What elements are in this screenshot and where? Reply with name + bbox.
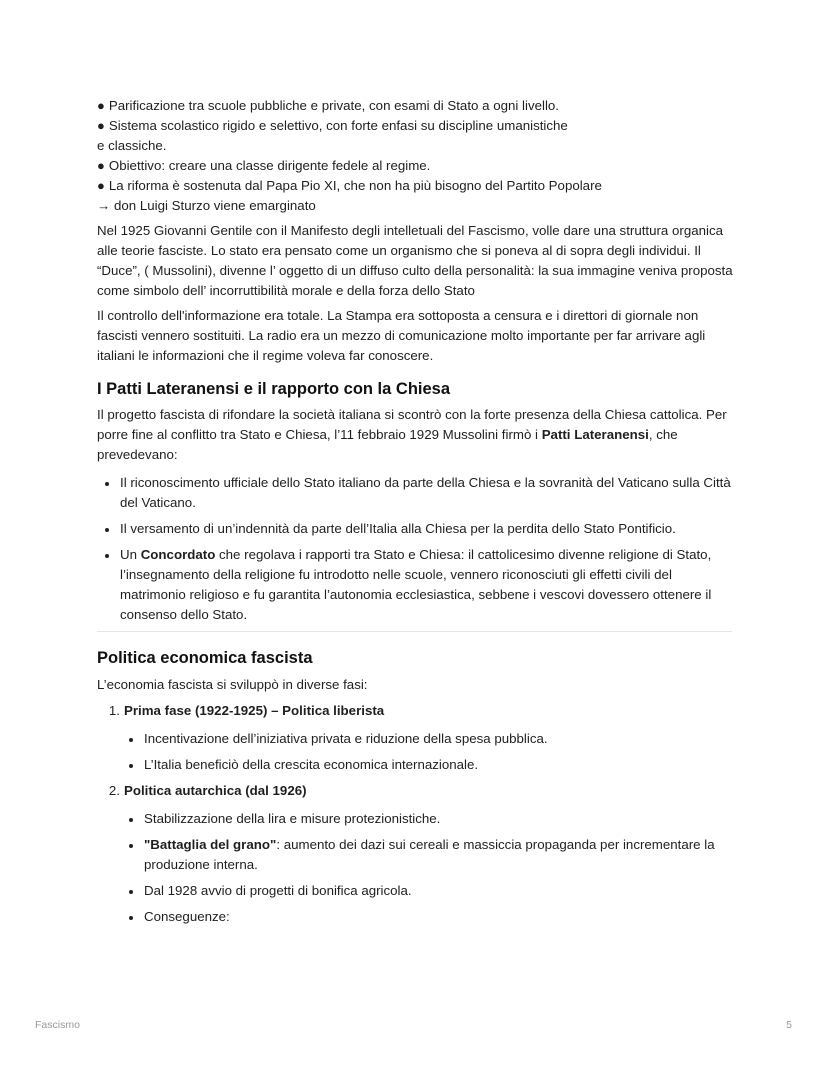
text: che regolava i rapporti tra Stato e Chiesa: il cattolicesimo divenne religione di Stato, l’insegnamento della religione fu introdotto nelle scuole, vennero riconosciuti gli effetti civili del matrimonio religioso e fu garantita l’autonomia ecclesiastica, sebbene i vescovi dovessero ottenere il consenso dello Stato. [120,547,712,622]
list-item: Dal 1928 avvio di progetti di bonifica agricola. [121,881,733,901]
section-intro: L’economia fascista si sviluppò in diverse fasi: [97,677,368,692]
text: : aumento dei dazi sui cereali e massiccia propaganda per incrementare la produzione interna. [144,837,715,872]
text: Il progetto fascista di rifondare la società italiana si scontrò con la forte presenza della Chiesa cattolica. Per porre fine al conflitto tra Stato e Chiesa, l’11 febbraio 1929 Mussolini firmò i [97,407,727,442]
patti-list [97,473,733,625]
bullet-icon: ● [97,178,105,193]
paragraph-gentile: Nel 1925 Giovanni Gentile con il Manifesto degli intelletuali del Fascismo, volle dare una struttura organica alle teorie fasciste. Lo stato era pensato come un organismo che si poneva al di sopra degli individui. Il “Duce”, ( Mussolini), divenne l’ oggetto di un diffuso culto della personalità: la sua immagine veniva proposta come simbolo dell’ incorruttibilità morale e della forza dello Stato [97,223,733,298]
list-number: 2. [108,783,120,798]
bullet-icon: ● [97,98,105,113]
list-item [121,835,733,875]
item-text: Sistema scolastico rigido e selettivo, con forte enfasi su discipline umanistiche [108,118,568,133]
section-heading: I Patti Lateranensi e il rapporto con la Chiesa [97,380,451,398]
bold-text: "Battaglia del grano" [144,837,277,852]
text: , che prevedevano: [97,427,678,462]
bold-text: Patti Lateranensi [541,427,649,442]
list-item [97,156,733,176]
footer-title: Fascismo [35,1019,80,1031]
paragraph-informazione: Il controllo dell'informazione era totale. La Stampa era sottoposta a censura e i direttori di giornale non fascisti vennero sostituiti. La radio era un mezzo di comunicazione molto importante per far arrivare agli italiani le informazioni che il regime voleva far conoscere. [97,308,706,363]
phase-sublist [121,729,733,775]
list-number: 1. [108,703,120,718]
phases-list [97,701,733,927]
item-text: Obiettivo: creare una classe dirigente fedele al regime. [108,158,431,173]
section-economia [97,647,733,933]
list-item [97,176,733,196]
phase-title: Prima fase (1922-1925) – Politica liberista [124,703,385,718]
bullet-icon: ● [97,158,105,173]
list-item: Il riconoscimento ufficiale dello Stato italiano da parte della Chiesa e la sovranità del Vaticano sulla Città del Vaticano. [97,473,733,513]
text: Un [120,547,141,562]
list-item: Conseguenze: [121,907,733,927]
list-item: Incentivazione dell’iniziativa privata e riduzione della spesa pubblica. [121,729,733,749]
item-text: La riforma è sostenuta dal Papa Pio XI, che non ha più bisogno del Partito Popolare [108,178,602,193]
phase-sublist [121,809,733,927]
list-item: Il versamento di un’indennità da parte dell’Italia alla Chiesa per la perdita dello Stato Pontificio. [97,519,733,539]
item-text: Parificazione tra scuole pubbliche e private, con esami di Stato a ogni livello. [108,98,559,113]
list-item: Stabilizzazione della lira e misure protezionistiche. [121,809,733,829]
bullet-icon: ● [97,118,105,133]
phase-title: Politica autarchica (dal 1926) [124,783,307,798]
section-heading: Politica economica fascista [97,649,313,667]
section-patti [97,378,733,631]
phase-item [97,701,733,775]
list-item-continuation: e classiche. [97,138,167,153]
list-item-continuation: → don Luigi Sturzo viene emarginato [97,198,316,213]
bold-text: Concordato [140,547,216,562]
list-item [97,96,733,116]
divider [97,631,732,632]
list-item: L’Italia beneficiò della crescita economica internazionale. [121,755,733,775]
list-item [97,116,733,136]
page-number: 5 [786,1019,792,1031]
section-intro [97,405,733,465]
list-item [97,545,733,625]
intro-bullet-list [97,96,733,216]
phase-item [97,781,733,927]
